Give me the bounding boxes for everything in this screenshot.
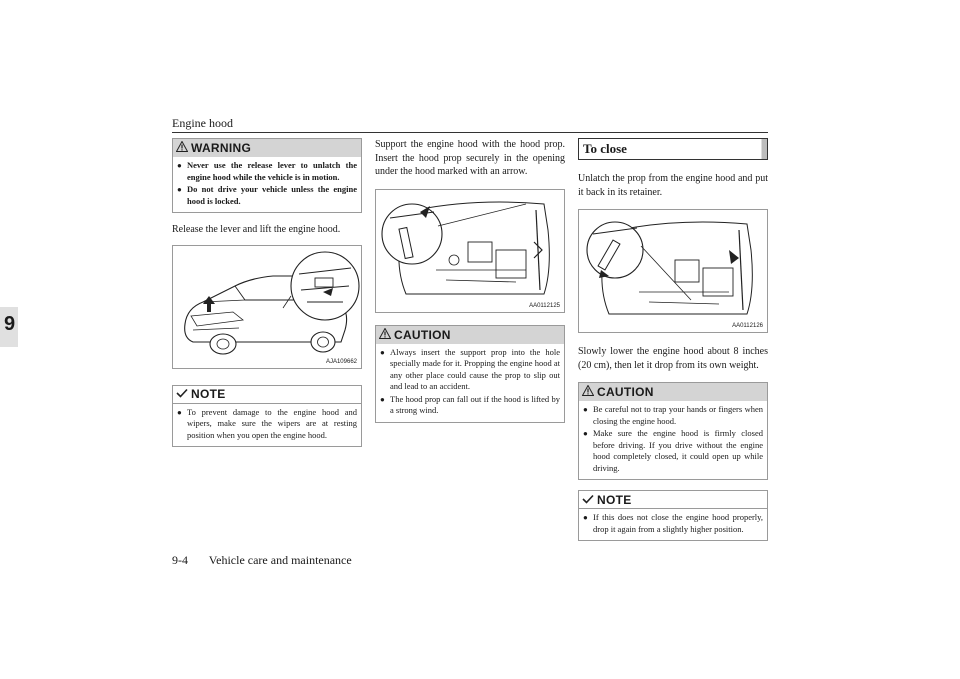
section-name: Vehicle care and maintenance [208,553,352,567]
note-label: NOTE [191,387,226,401]
figure-hood-prop-insert [375,189,565,313]
page-header-title: Engine hood [172,116,233,130]
release-lever-text: Release the lever and lift the engine hood. [172,224,341,235]
note-item: ● If this does not close the engine hood properly, drop it again from a slightly higher position. [583,512,763,534]
caution-box [578,382,768,480]
caution-header [376,326,564,344]
warning-item: ● Do not drive your vehicle unless the engine hood is locked. [177,184,357,206]
warning-triangle-icon [176,139,188,157]
header-rule [172,132,768,133]
note-header [173,386,361,404]
column-3 [578,138,768,547]
note-check-icon [582,491,594,509]
figure-id: AA0112126 [732,323,763,329]
note-check-icon [176,385,188,403]
note-item: ● To prevent damage to the engine hood and wipers, make sure the wipers are at resting position when you open the engine hood. [177,406,357,440]
warning-label: WARNING [191,141,252,155]
caution-triangle-icon [582,383,594,401]
warning-box [172,138,362,213]
caution-item: ● The hood prop can fall out if the hood is lifted by a strong wind. [380,393,560,415]
page-footer [172,553,370,568]
car-illustration [173,246,361,368]
note-box [172,385,362,448]
figure-id: AA0112125 [529,302,560,309]
column-1 [172,138,362,453]
caution-item: ● Make sure the engine hood is firmly closed before driving. If you drive without the engine hood completely closed, it could open up while driving. [583,428,763,473]
hood-prop-text: Support the engine hood with the hood prop. Insert the hood prop securely in the opening under the hood marked with an arrow. [375,139,565,177]
figure-hood-prop-remove [578,209,768,333]
caution-box [375,325,565,423]
note-label: NOTE [597,492,632,507]
caution-label: CAUTION [597,385,654,399]
note-box [578,490,768,541]
figure-id: AJA109662 [325,358,357,365]
unlatch-prop-text: Unlatch the prop from the engine hood and put it back in its retainer. [578,173,768,198]
warning-header [173,139,361,157]
caution-header [579,383,767,401]
warning-item: ● Never use the release lever to unlatch the engine hood while the vehicle is in motion. [177,160,357,182]
engine-bay-close-illustration [579,210,767,332]
caution-triangle-icon [379,326,391,344]
caution-label: CAUTION [394,327,451,342]
page-number: 9-4 [172,553,188,567]
lower-hood-text: Slowly lower the engine hood about 8 inches (20 cm), then let it drop from its own weight. [578,346,768,371]
caution-item: ● Always insert the support prop into the hole specially made for it. Propping the engine hood at any other place could cause the prop to slip out and lead to an accident. [380,346,560,391]
chapter-number: 9 [4,313,16,335]
note-header [579,491,767,509]
caution-item: ● Be careful not to trap your hands or fingers when closing the engine hood. [583,404,763,426]
figure-car-release-lever [172,245,362,369]
column-2 [375,138,565,429]
engine-bay-illustration [376,190,564,312]
section-heading-to-close: To close [578,138,768,160]
